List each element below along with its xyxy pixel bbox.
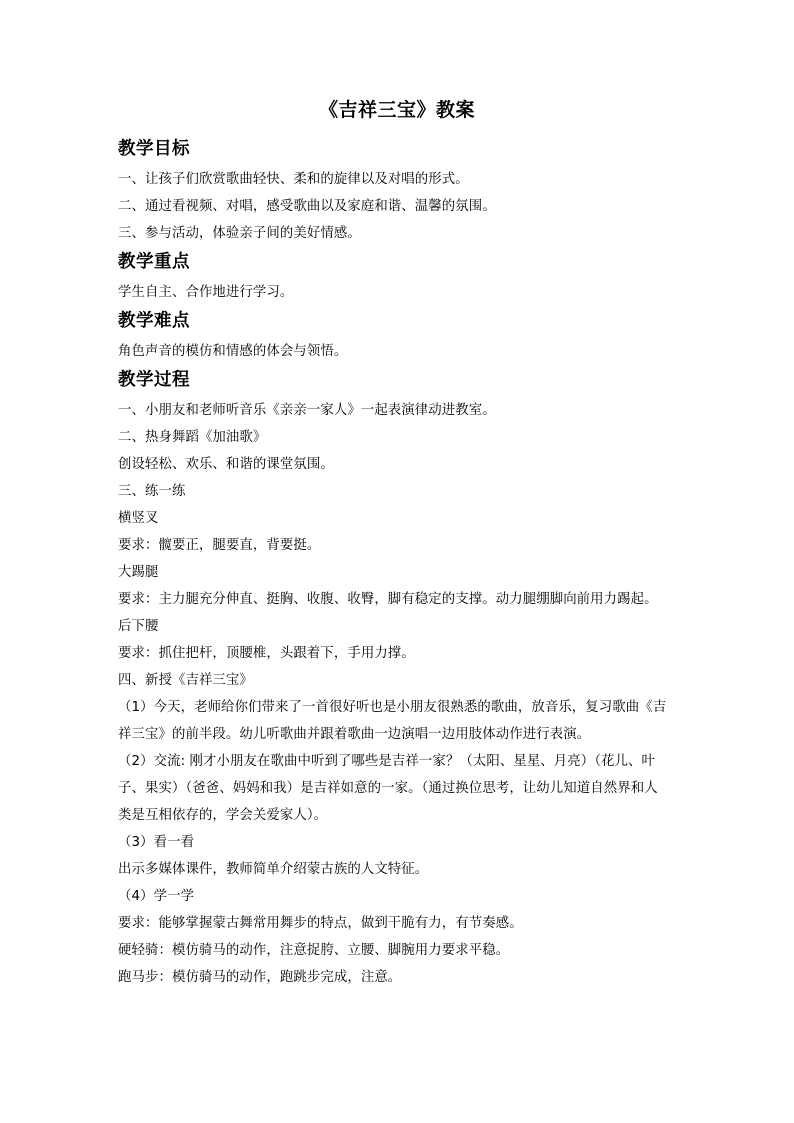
objective-item: 二、通过看视频、对唱，感受歌曲以及家庭和谐、温馨的氛围。 [118,199,496,214]
process-line: 一、小朋友和老师听音乐《亲亲一家人》一起表演律动进教室。 [118,403,496,418]
section-heading-difficulties: 教学难点 [118,311,190,331]
process-line: 后下腰 [118,619,159,634]
process-line: （2）交流: 刚才小朋友在歌曲中听到了哪些是吉祥一家？（太阳、星星、月亮）（花儿、叶 [118,754,656,769]
process-line: 三、练一练 [118,484,186,499]
process-line: 子、果实）（爸爸、妈妈和我）是吉祥如意的一家。（通过换位思考，让幼儿知道自然界和人 [118,781,658,796]
key-point-item: 学生自主、合作地进行学习。 [118,285,294,300]
process-line: 大踢腿 [118,565,159,580]
process-line: 跑马步：模仿骑马的动作，跑跳步完成，注意。 [118,970,402,985]
document-body [118,134,678,991]
objective-item: 一、让孩子们欣赏歌曲轻快、柔和的旋律以及对唱的形式。 [118,172,469,187]
process-line: 二、热身舞蹈《加油歌》 [118,430,267,445]
process-line: 要求：抓住把杆，顶腰椎，头跟着下，手用力撑。 [118,646,415,661]
difficulty-item: 角色声音的模仿和情感的体会与领悟。 [118,344,348,359]
section-heading-key-points: 教学重点 [118,252,190,272]
process-line: （1）今天，老师给你们带来了一首很好听也是小朋友很熟悉的歌曲，放音乐，复习歌曲《吉 [118,700,667,715]
process-line: 类是互相依存的，学会关爱家人）。 [118,808,328,823]
section-heading-process: 教学过程 [118,370,190,390]
objective-item: 三、参与活动，体验亲子间的美好情感。 [118,226,361,241]
process-line: 创设轻松、欢乐、和谐的课堂氛围。 [118,457,334,472]
process-line: 四、新授《吉祥三宝》 [118,673,253,688]
section-heading-objectives: 教学目标 [118,139,190,159]
process-line: （3）看一看 [118,835,195,850]
process-line: 横竖叉 [118,511,159,526]
document-title: 《吉祥三宝》教案 [318,99,475,121]
process-line: 要求：髋要正，腿要直，背要挺。 [118,538,321,553]
process-line: 硬轻骑：模仿骑马的动作，注意捉胯、立腰、脚腕用力要求平稳。 [118,943,510,958]
process-line: 要求：主力腿充分伸直、挺胸、收腹、收臀，脚有稳定的支撑。动力腿绷脚向前用力踢起。 [118,592,658,607]
process-line: 祥三宝》的前半段。幼儿听歌曲并跟着歌曲一边演唱一边用肢体动作进行表演。 [118,727,591,742]
process-line: （4）学一学 [118,889,195,904]
process-line: 出示多媒体课件，教师简单介绍蒙古族的人文特征。 [118,862,429,877]
process-line: 要求：能够掌握蒙古舞常用舞步的特点，做到干脆有力，有节奏感。 [118,916,523,931]
